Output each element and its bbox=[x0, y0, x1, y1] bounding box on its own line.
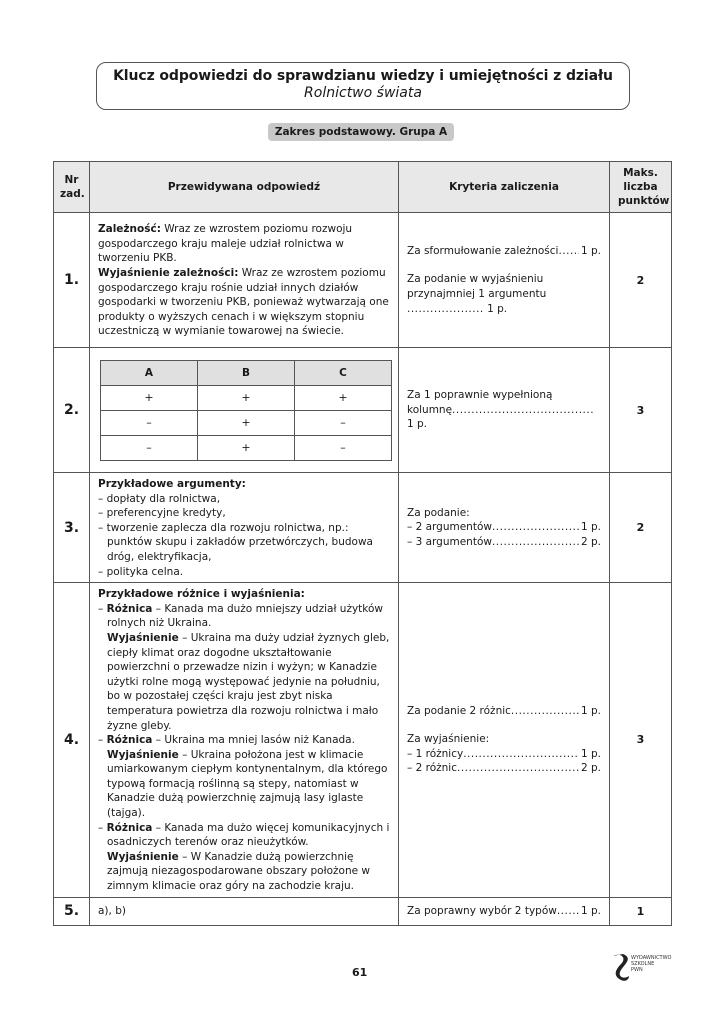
criterion: – 2 różnic ..... 2 p. bbox=[407, 761, 601, 776]
criterion: Za sformułowanie zależności ..... 1 p. bbox=[407, 244, 601, 259]
answer-key-table bbox=[53, 161, 672, 926]
criterion: – 2 argumentów ..... 1 p. bbox=[407, 520, 601, 535]
expected-answer bbox=[90, 473, 399, 583]
arguments-title: Przykładowe argumenty: bbox=[98, 478, 246, 490]
table-row bbox=[54, 213, 672, 348]
expected-answer bbox=[90, 213, 399, 348]
criterion: Za poprawny wybór 2 typów ..... 1 p. bbox=[407, 904, 601, 919]
list-item: – preferencyjne kredyty, bbox=[98, 507, 226, 520]
criteria-cell bbox=[399, 213, 610, 348]
criteria-cell bbox=[399, 348, 610, 473]
grid-cell: + bbox=[198, 385, 295, 410]
expected-answer bbox=[90, 348, 399, 473]
column-header: B bbox=[198, 360, 295, 385]
answer-grid bbox=[100, 360, 392, 461]
criterion: – 1 różnicy ..... 1 p. bbox=[407, 747, 601, 762]
max-points: 3 bbox=[610, 583, 672, 897]
column-header: C bbox=[295, 360, 392, 385]
max-points: 2 bbox=[610, 213, 672, 348]
explanation-item: Wyjaśnienie – Ukraina położona jest w klimacie umiarkowanym ciepłym kontynentalnym, dla którego typową formacją roślinną są stepy, natomiast w Kanadzie dużą powierzchnię zajmują lasy iglaste (tajga). bbox=[107, 748, 388, 820]
table-row bbox=[54, 348, 672, 473]
task-number: 4. bbox=[54, 583, 90, 897]
grid-cell: + bbox=[295, 385, 392, 410]
expected-answer: a), b) bbox=[90, 897, 399, 925]
criterion: Za wyjaśnienie: bbox=[407, 733, 490, 746]
max-points: 1 bbox=[610, 897, 672, 925]
grid-cell: + bbox=[198, 435, 295, 460]
header-nr: Nr zad. bbox=[54, 162, 90, 213]
difference-item: – Różnica – Ukraina ma mniej lasów niż Kanada. bbox=[98, 734, 355, 747]
table-header-row bbox=[54, 162, 672, 213]
task-number: 1. bbox=[54, 213, 90, 348]
task-number: 3. bbox=[54, 473, 90, 583]
criteria-cell bbox=[399, 473, 610, 583]
list-item: – dopłaty dla rolnictwa, bbox=[98, 492, 221, 505]
criteria-cell bbox=[399, 583, 610, 897]
criterion: Za podanie 2 różnic ..... 1 p. bbox=[407, 704, 601, 719]
table-row bbox=[54, 473, 672, 583]
criterion: – 3 argumentów ..... 2 p. bbox=[407, 535, 601, 550]
explanation-item: Wyjaśnienie – W Kanadzie dużą powierzchnię zajmują niezagospodarowane obszary położone w zimnym klimacie oraz góry na zachodzie kraju. bbox=[107, 850, 370, 893]
header-max: Maks. liczba punktów bbox=[610, 162, 672, 213]
group-badge: Zakres podstawowy. Grupa A bbox=[268, 123, 454, 141]
publisher-name: WYDAWNICTWO SZKOLNE PWN bbox=[631, 955, 672, 973]
column-header: A bbox=[101, 360, 198, 385]
explanation-item: Wyjaśnienie – Ukraina ma duży udział żyznych gleb, ciepły klimat oraz dogodne ukształtowanie powierzchni o przewadze nizin i wyżyn; w Kanadzie użytki rolne mogą występować jedynie na południu, bo w pozostałej części kraju jest zbyt niska temperatura powietrza dla rozwoju rolnictwa i mało żyzne gleby. bbox=[107, 631, 390, 732]
header-criteria: Kryteria zaliczenia bbox=[399, 162, 610, 213]
max-points: 2 bbox=[610, 473, 672, 583]
criterion: Za podanie: bbox=[407, 506, 470, 519]
list-item: – tworzenie zaplecza dla rozwoju rolnictwa, np.: punktów skupu i zakładów przetwórczych, budowa dróg, elektryfikacja, bbox=[98, 521, 373, 563]
differences-title: Przykładowe różnice i wyjaśnienia: bbox=[98, 588, 305, 601]
table-row bbox=[54, 897, 672, 925]
explanation-label: Wyjaśnienie zależności: bbox=[98, 266, 239, 279]
grid-cell: + bbox=[198, 410, 295, 435]
task-number: 2. bbox=[54, 348, 90, 473]
criterion: Za 1 poprawnie wypełnioną kolumnę..................................... 1 p. bbox=[407, 389, 595, 431]
grid-cell: – bbox=[295, 435, 392, 460]
grid-cell: – bbox=[101, 435, 198, 460]
header-answer: Przewidywana odpowiedź bbox=[90, 162, 399, 213]
dependency-label: Zależność: bbox=[98, 223, 161, 236]
title-box bbox=[96, 62, 630, 110]
expected-answer bbox=[90, 583, 399, 897]
difference-item: – Różnica – Kanada ma dużo więcej komunikacyjnych i osadniczych terenów oraz nieużytków. bbox=[98, 821, 390, 849]
list-item: – polityka celna. bbox=[98, 565, 184, 578]
task-number: 5. bbox=[54, 897, 90, 925]
page-title: Klucz odpowiedzi do sprawdzianu wiedzy i umiejętności z działu bbox=[113, 68, 613, 84]
criteria-cell bbox=[399, 897, 610, 925]
max-points: 3 bbox=[610, 348, 672, 473]
dependency-text: Wraz ze wzrostem poziomu rozwoju gospodarczego kraju maleje udział rolnictwa w tworzeniu PKB. bbox=[98, 223, 353, 265]
page-number: 61 bbox=[352, 966, 368, 979]
page-subtitle: Rolnictwo świata bbox=[304, 85, 422, 101]
criterion: Za podanie w wyjaśnieniu przynajmniej 1 argumentu .................... 1 p. bbox=[407, 273, 547, 315]
grid-cell: + bbox=[101, 385, 198, 410]
explanation-text: Wraz ze wzrostem poziomu gospodarczego kraju rośnie udział innych działów gospodarki w tworzeniu PKB, ponieważ wytwarzają one produkty o wyższych cenach i w większym stopniu uczestniczą w wymianie towarowej na świecie. bbox=[98, 266, 389, 338]
grid-cell: – bbox=[295, 410, 392, 435]
table-row bbox=[54, 583, 672, 897]
grid-cell: – bbox=[101, 410, 198, 435]
difference-item: – Różnica – Kanada ma dużo mniejszy udział użytków rolnych niż Ukraina. bbox=[98, 602, 384, 630]
